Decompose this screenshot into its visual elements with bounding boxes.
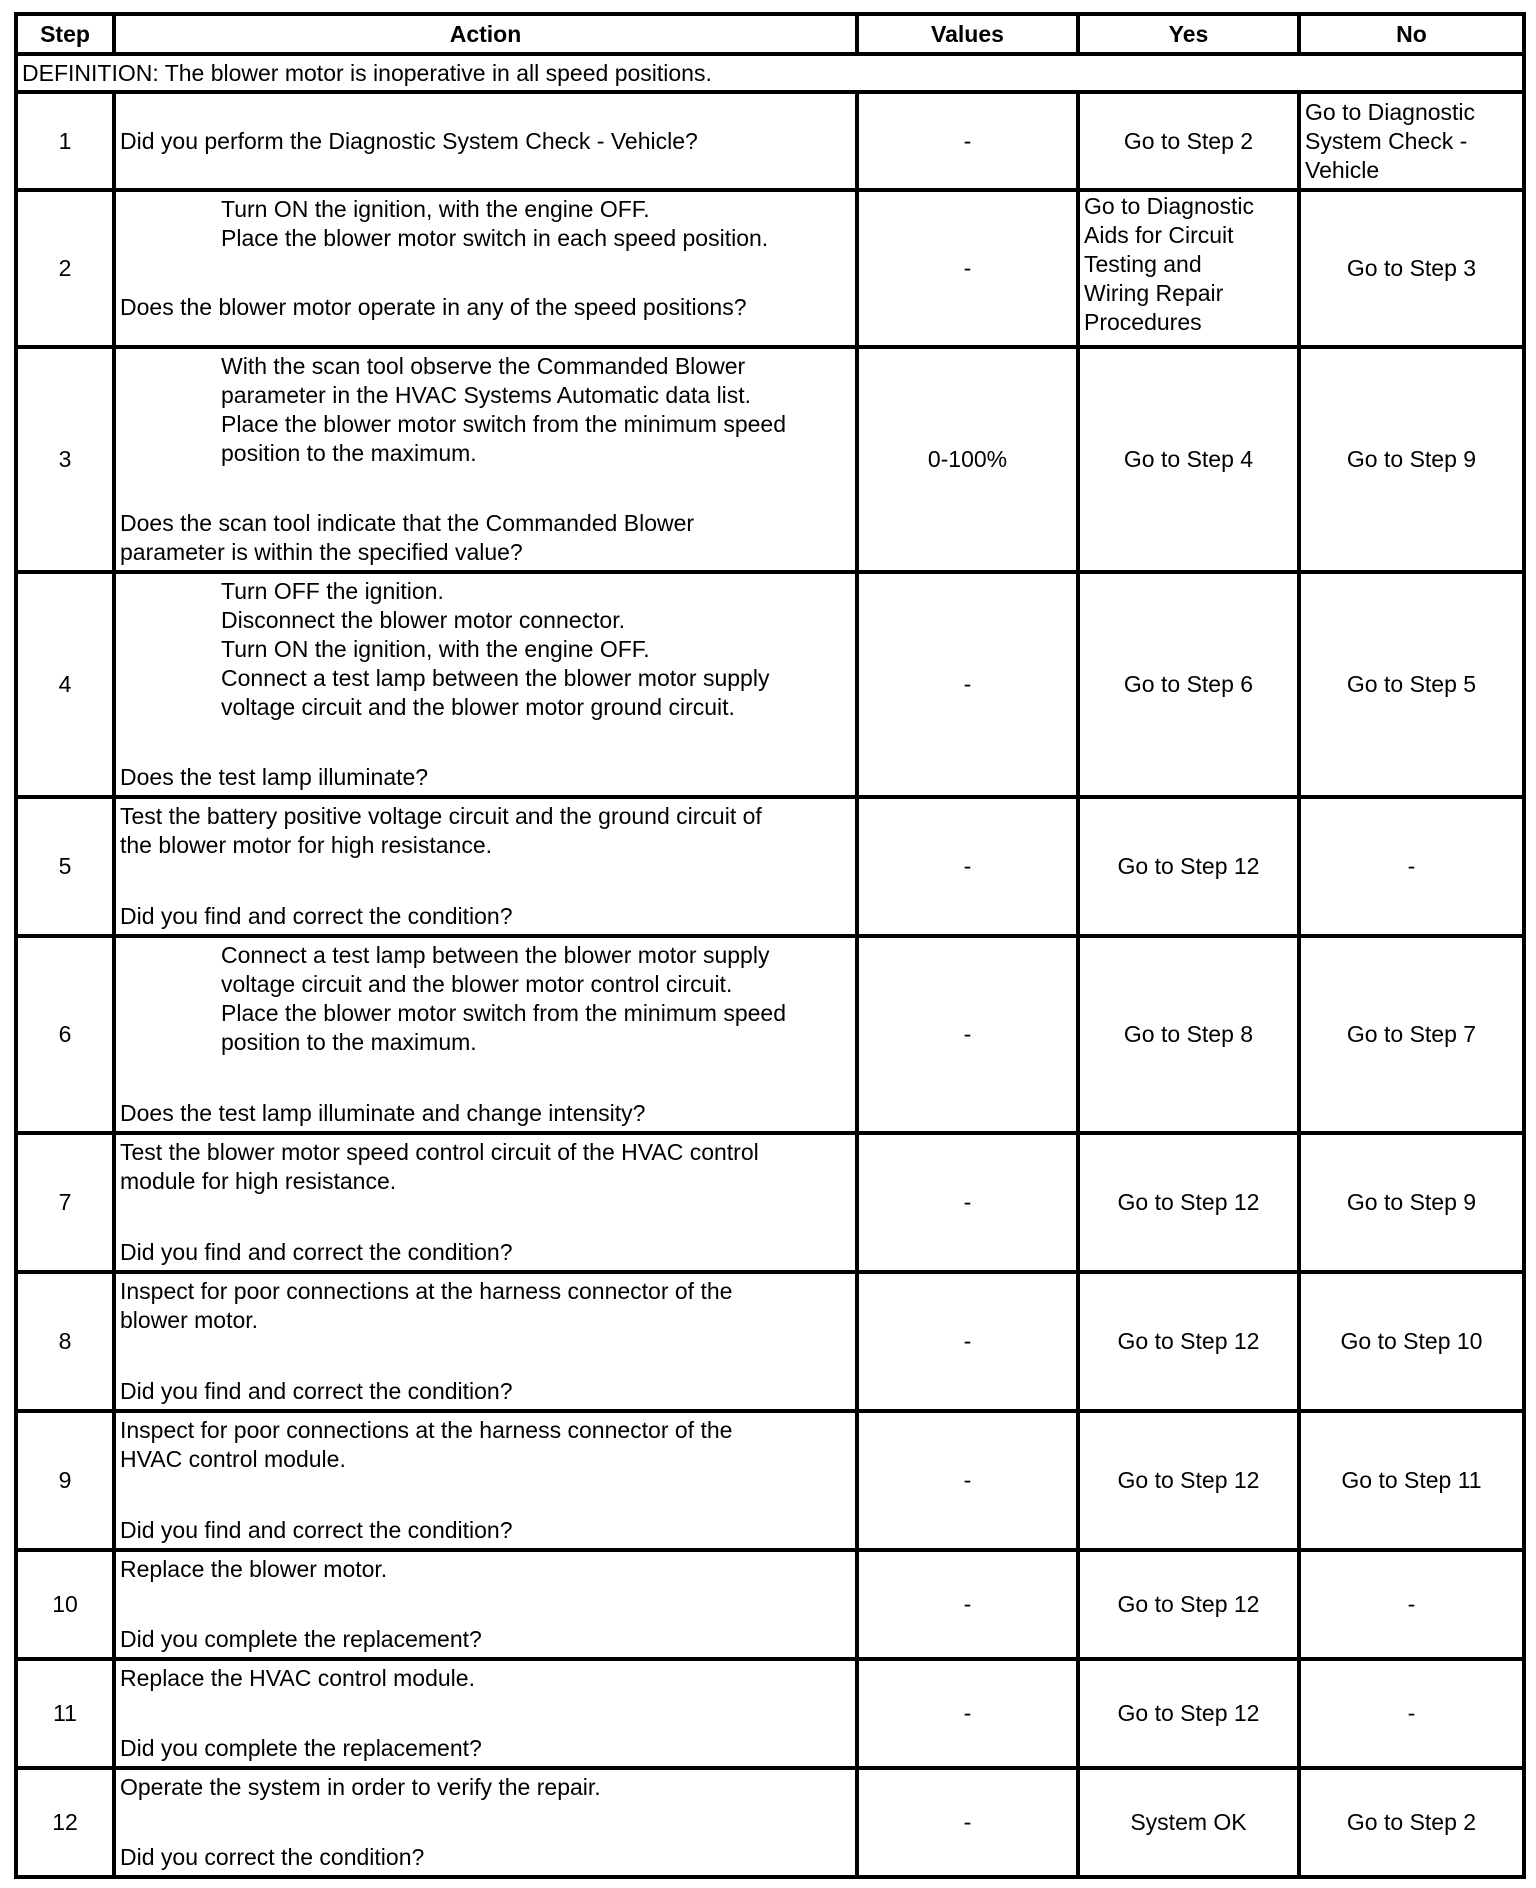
no-cell: Go to Step 5 [1299,572,1524,797]
action-cell [114,1550,857,1659]
diagnostic-sheet [14,12,1522,1879]
no-line: Vehicle [1305,156,1380,183]
yes-cell: Go to Step 2 [1078,92,1299,190]
action-cell [114,347,857,572]
action-instruction: Place the blower motor switch from the minimum speed [221,411,786,437]
action-cell [114,1272,857,1411]
value-cell: - [857,1659,1078,1768]
step-number: 4 [16,572,114,797]
action-instruction: voltage circuit and the blower motor control circuit. [221,971,733,997]
action-question: Did you find and correct the condition? [120,1517,513,1543]
header-step: Step [16,14,114,54]
value-cell: - [857,1411,1078,1550]
table-row [16,572,1524,797]
value-cell: - [857,1133,1078,1272]
value-cell: - [857,190,1078,347]
action-instruction: HVAC control module. [120,1446,346,1472]
no-cell: Go to Step 9 [1299,347,1524,572]
table-row [16,92,1524,190]
action-instruction: Place the blower motor switch from the minimum speed [221,1000,786,1026]
yes-cell: Go to Step 8 [1078,936,1299,1133]
action-instruction: Place the blower motor switch in each speed position. [221,225,769,251]
action-instruction: Turn ON the ignition, with the engine OFF. [221,196,650,222]
step-number: 5 [16,797,114,936]
header-row [16,14,1524,54]
step-number: 12 [16,1768,114,1877]
action-instruction: module for high resistance. [120,1168,397,1194]
value-cell: - [857,797,1078,936]
value-cell: - [857,936,1078,1133]
action-cell [114,1133,857,1272]
action-instruction: Connect a test lamp between the blower motor supply [221,665,770,691]
no-cell: Go to Step 7 [1299,936,1524,1133]
value-cell: - [857,572,1078,797]
action-instruction: position to the maximum. [221,440,477,466]
header-values: Values [857,14,1078,54]
value-cell: - [857,1768,1078,1877]
action-instruction: Turn ON the ignition, with the engine OFF. [221,636,650,662]
yes-cell: Go to Step 12 [1078,1272,1299,1411]
step-number: 7 [16,1133,114,1272]
action-instruction: Inspect for poor connections at the harness connector of the [120,1278,733,1304]
action-question: parameter is within the specified value? [120,539,523,565]
action-cell [114,190,857,347]
action-question: Did you complete the replacement? [120,1626,482,1652]
action-question: Does the test lamp illuminate and change intensity? [120,1100,646,1126]
yes-cell: Go to Step 12 [1078,1659,1299,1768]
action-instruction: voltage circuit and the blower motor ground circuit. [221,694,735,720]
step-number: 1 [16,92,114,190]
action-instruction: parameter in the HVAC Systems Automatic data list. [221,382,752,408]
no-cell [1299,92,1524,190]
action-question: Did you find and correct the condition? [120,1378,513,1404]
table-row [16,1659,1524,1768]
yes-cell [1078,190,1299,347]
table-row [16,1272,1524,1411]
no-cell: Go to Step 2 [1299,1768,1524,1877]
header-no: No [1299,14,1524,54]
value-cell: 0-100% [857,347,1078,572]
action-instruction: Operate the system in order to verify the repair. [120,1774,601,1800]
action-cell [114,797,857,936]
step-number: 9 [16,1411,114,1550]
yes-line: Wiring Repair [1084,280,1224,306]
action-cell [114,1768,857,1877]
action-instruction: Disconnect the blower motor connector. [221,607,625,633]
action-instruction: position to the maximum. [221,1029,477,1055]
table-row [16,1411,1524,1550]
no-cell: - [1299,1550,1524,1659]
table-row [16,347,1524,572]
action-cell [114,92,857,190]
yes-cell: Go to Step 12 [1078,1133,1299,1272]
action-question: Did you find and correct the condition? [120,903,513,929]
step-number: 8 [16,1272,114,1411]
action-instruction: the blower motor for high resistance. [120,832,493,858]
header-yes: Yes [1078,14,1299,54]
no-cell: Go to Step 10 [1299,1272,1524,1411]
table-row [16,1133,1524,1272]
step-number: 2 [16,190,114,347]
table-row [16,936,1524,1133]
action-cell [114,572,857,797]
value-cell: - [857,92,1078,190]
yes-cell: System OK [1078,1768,1299,1877]
value-cell: - [857,1550,1078,1659]
yes-cell: Go to Step 4 [1078,347,1299,572]
action-question: Does the test lamp illuminate? [120,764,429,790]
action-instruction: Test the blower motor speed control circuit of the HVAC control [120,1139,759,1165]
no-cell: Go to Step 3 [1299,190,1524,347]
action-question: Did you perform the Diagnostic System Check - Vehicle? [120,127,698,154]
yes-line: Procedures [1084,309,1202,335]
yes-line: Go to Diagnostic [1084,193,1255,219]
action-instruction: Test the battery positive voltage circuit and the ground circuit of [120,803,762,829]
table-row [16,1768,1524,1877]
action-instruction: Connect a test lamp between the blower motor supply [221,942,770,968]
action-question: Did you correct the condition? [120,1844,425,1870]
definition-row [16,54,1524,92]
action-cell [114,936,857,1133]
no-cell: - [1299,1659,1524,1768]
yes-line: Testing and [1084,251,1202,277]
action-question: Does the blower motor operate in any of the speed positions? [120,294,747,320]
header-action: Action [114,14,857,54]
action-instruction: Replace the blower motor. [120,1556,388,1582]
no-cell: - [1299,797,1524,936]
no-cell: Go to Step 9 [1299,1133,1524,1272]
action-instruction: Replace the HVAC control module. [120,1665,475,1691]
diagnostic-table [14,12,1526,1879]
step-number: 3 [16,347,114,572]
yes-cell: Go to Step 12 [1078,1550,1299,1659]
table-row [16,797,1524,936]
no-line: Go to Diagnostic [1305,98,1476,125]
action-instruction: blower motor. [120,1307,259,1333]
yes-cell: Go to Step 6 [1078,572,1299,797]
action-instruction: Inspect for poor connections at the harness connector of the [120,1417,733,1443]
step-number: 6 [16,936,114,1133]
action-question: Did you find and correct the condition? [120,1239,513,1265]
step-number: 11 [16,1659,114,1768]
action-instruction: Turn OFF the ignition. [221,578,444,604]
no-cell: Go to Step 11 [1299,1411,1524,1550]
action-instruction: With the scan tool observe the Commanded Blower [221,353,746,379]
value-cell: - [857,1272,1078,1411]
no-line: System Check - [1305,127,1468,154]
yes-cell: Go to Step 12 [1078,1411,1299,1550]
yes-line: Aids for Circuit [1084,222,1234,248]
action-question: Did you complete the replacement? [120,1735,482,1761]
action-cell [114,1411,857,1550]
table-row [16,190,1524,347]
table-row [16,1550,1524,1659]
definition-text: DEFINITION: The blower motor is inoperative in all speed positions. [16,54,1524,92]
step-number: 10 [16,1550,114,1659]
yes-cell: Go to Step 12 [1078,797,1299,936]
action-cell [114,1659,857,1768]
action-question: Does the scan tool indicate that the Commanded Blower [120,510,695,536]
